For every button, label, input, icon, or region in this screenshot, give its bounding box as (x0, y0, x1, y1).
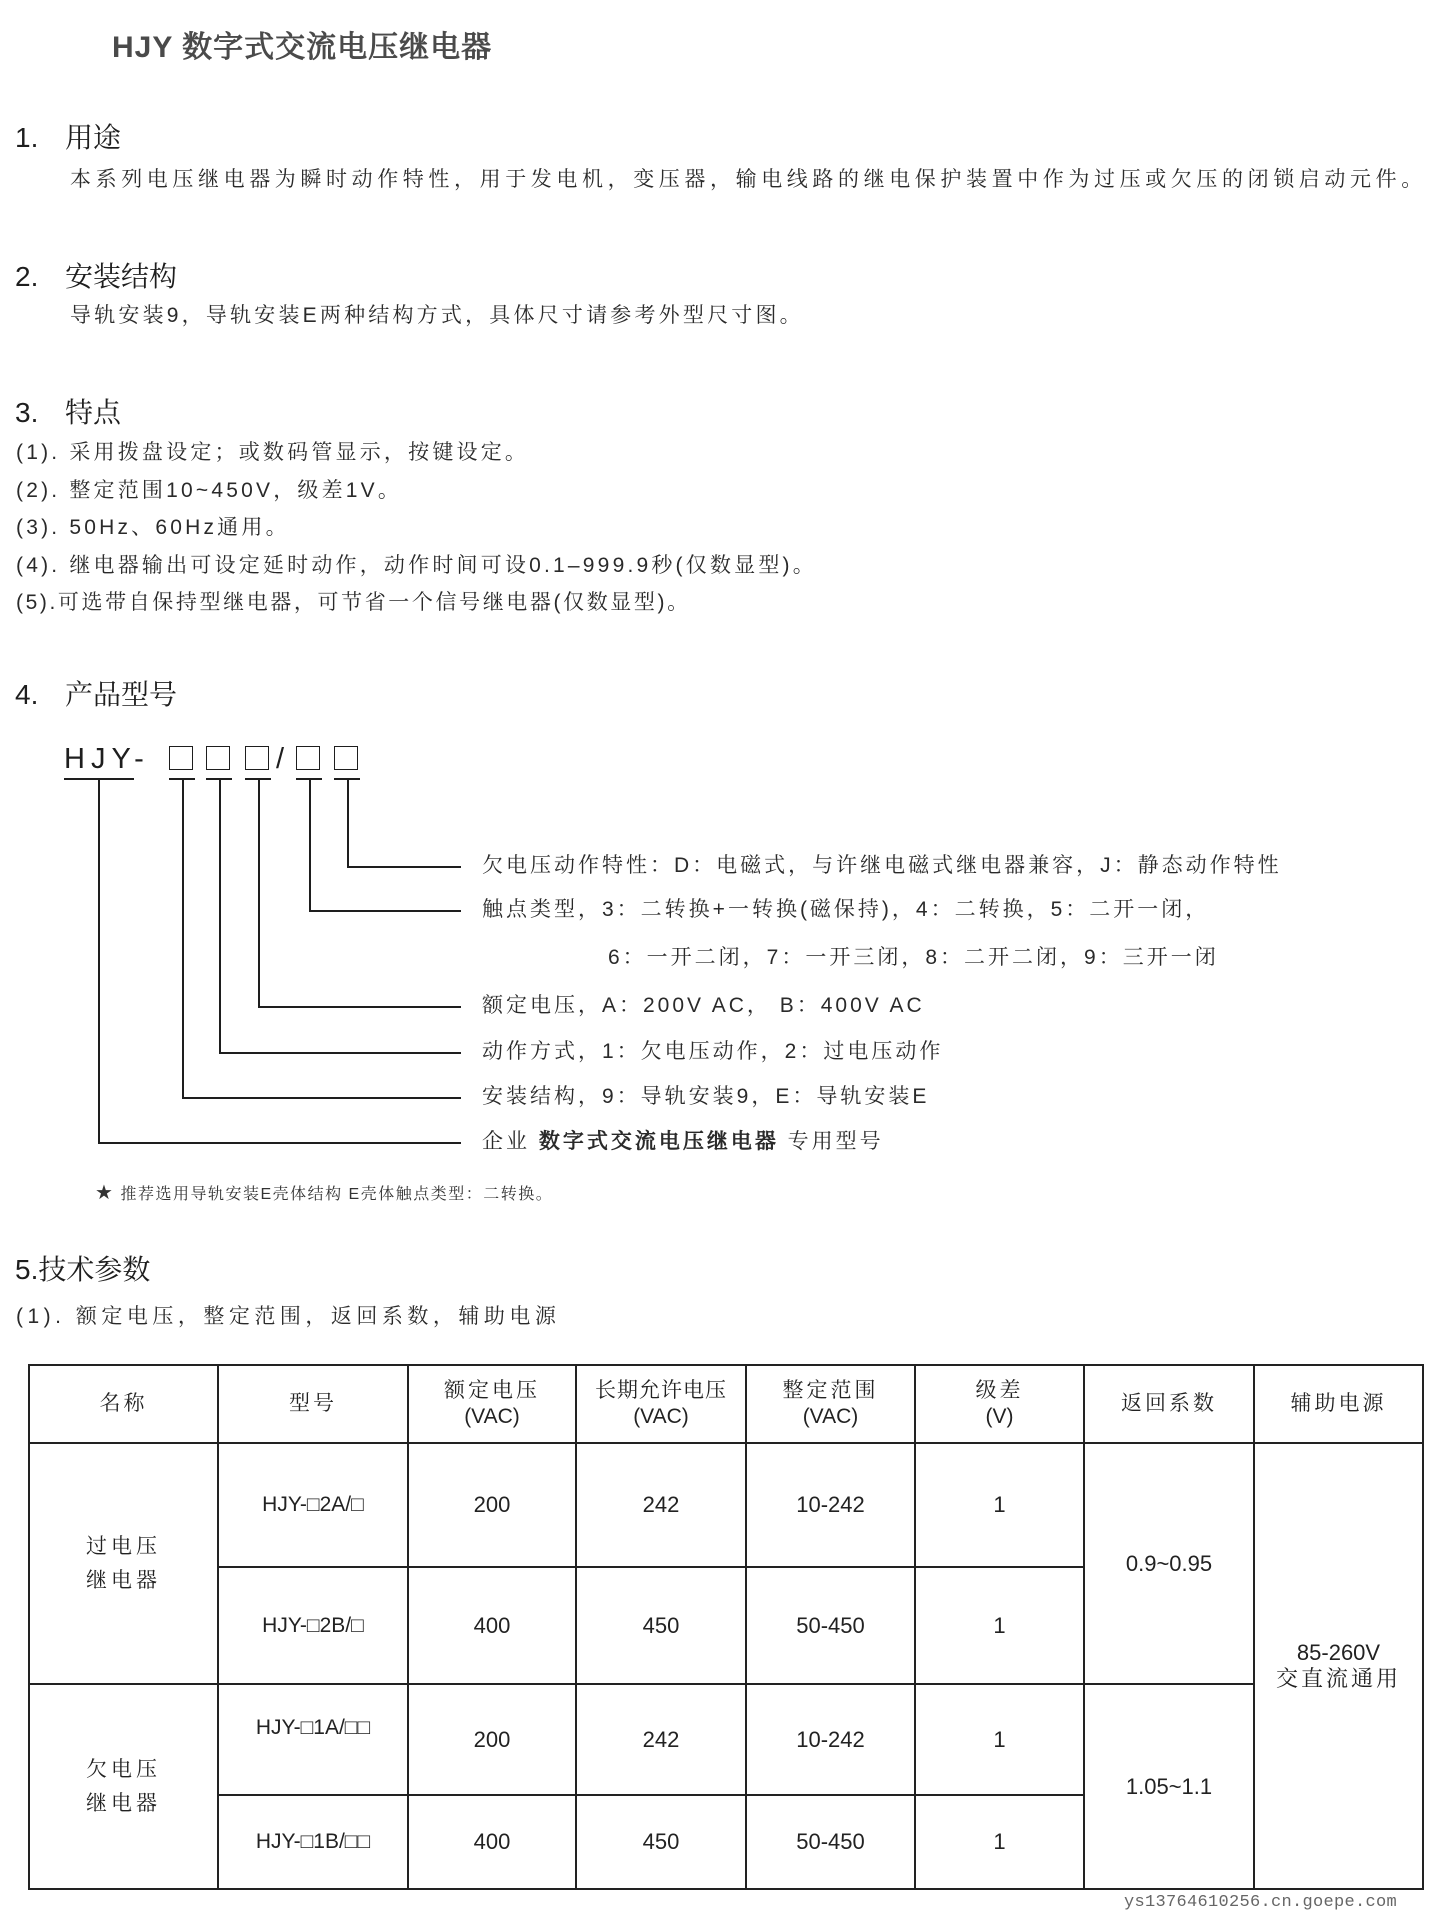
feature-item-1: (1). 采用拨盘设定；或数码管显示，按键设定。 (16, 441, 530, 464)
leader-line (258, 1006, 461, 1008)
cell-step: 1 (915, 1795, 1084, 1889)
cell-long-term: 242 (576, 1443, 746, 1567)
cell-name: 欠电压 继电器 (29, 1684, 218, 1889)
cell-step: 1 (915, 1443, 1084, 1567)
note-text: 推荐选用导轨安装E壳体结构 E壳体触点类型：二转换。 (120, 1186, 554, 1203)
section-number: 4. (15, 679, 39, 710)
code-box-mounting (169, 746, 193, 770)
cell-model: HJY-□1A/□□ (218, 1684, 408, 1795)
section-5-heading (15, 1253, 150, 1287)
cell-range: 50-450 (746, 1795, 915, 1889)
code-label-contact-type-cont: 6：一开二闭，7：一开三闭，8：二开二闭，9：三开一闭 (608, 946, 1219, 969)
header-name: 名称 (29, 1365, 218, 1443)
model-code-prefix: HJY- (64, 743, 150, 775)
section-1-heading (15, 121, 121, 155)
label-product-name: 数字式交流电压继电器 (538, 1130, 779, 1153)
cell-range: 50-450 (746, 1567, 915, 1684)
feature-item-3: (3). 50Hz、60Hz通用。 (16, 516, 290, 539)
section-number: 3. (15, 397, 39, 428)
code-label-enterprise (482, 1129, 884, 1155)
section-title: 技术参数 (38, 1254, 151, 1285)
connector-line (182, 779, 184, 1098)
label-prefix: 企业 (482, 1130, 539, 1153)
section-title: 特点 (65, 397, 122, 428)
section-4-heading (15, 678, 177, 712)
connector-line (309, 779, 311, 911)
code-label-contact-type: 触点类型，3：二转换+一转换(磁保持)，4：二转换，5：二开一闭， (482, 898, 1210, 921)
section-title: 安装结构 (65, 261, 178, 292)
leader-line (98, 1142, 461, 1144)
feature-item-5: (5).可选带自保持型继电器，可节省一个信号继电器(仅数显型)。 (16, 591, 691, 614)
code-box-voltage (245, 746, 269, 770)
cell-return-coef: 1.05~1.1 (1084, 1684, 1254, 1889)
label-suffix: 专用型号 (778, 1130, 884, 1153)
feature-item-4: (4). 继电器输出可设定延时动作，动作时间可设0.1–999.9秒(仅数显型)。 (16, 554, 817, 577)
connector-line (219, 779, 221, 1053)
cell-model: HJY-□2B/□ (218, 1567, 408, 1684)
leader-line (309, 910, 461, 912)
table-header-row (29, 1365, 1423, 1443)
leader-line (347, 866, 461, 868)
star-icon: ★ (95, 1182, 115, 1204)
connector-line (258, 779, 260, 1007)
cell-long-term: 242 (576, 1684, 746, 1795)
leader-line (182, 1097, 461, 1099)
code-label-rated-voltage: 额定电压，A：200V AC， B：400V AC (482, 994, 925, 1017)
cell-rated: 200 (408, 1684, 576, 1795)
code-label-action-mode: 动作方式，1：欠电压动作，2：过电压动作 (482, 1040, 944, 1063)
cell-step: 1 (915, 1684, 1084, 1795)
watermark: ys13764610256.cn.goepe.com (1124, 1893, 1398, 1912)
cell-rated: 400 (408, 1567, 576, 1684)
section-3-heading (15, 396, 121, 430)
header-return-coef: 返回系数 (1084, 1365, 1254, 1443)
spec-table (28, 1364, 1424, 1890)
code-box-contact (296, 746, 320, 770)
cell-step: 1 (915, 1567, 1084, 1684)
section-number: 1. (15, 122, 39, 153)
code-box-action (206, 746, 230, 770)
header-setting-range: 整定范围 (VAC) (746, 1365, 915, 1443)
section-2-heading (15, 260, 177, 294)
header-step: 级差 (V) (915, 1365, 1084, 1443)
section-1-body: 本系列电压继电器为瞬时动作特性，用于发电机，变压器，输电线路的继电保护装置中作为过压或欠压的闭锁启动元件。 (70, 168, 1427, 191)
cell-long-term: 450 (576, 1567, 746, 1684)
cell-range: 10-242 (746, 1684, 915, 1795)
connector-line (347, 779, 349, 867)
cell-name: 过电压 继电器 (29, 1443, 218, 1684)
section-5-sub: (1). 额定电压，整定范围，返回系数，辅助电源 (16, 1305, 561, 1328)
section-title: 产品型号 (65, 679, 178, 710)
page-title: HJY 数字式交流电压继电器 (112, 31, 493, 64)
leader-line (219, 1052, 461, 1054)
cell-model: HJY-□1B/□□ (218, 1795, 408, 1889)
code-box-characteristic (334, 746, 358, 770)
code-label-characteristic: 欠电压动作特性：D：电磁式，与许继电磁式继电器兼容，J：静态动作特性 (482, 854, 1282, 877)
feature-item-2: (2). 整定范围10~450V，级差1V。 (16, 479, 403, 502)
header-long-term-voltage: 长期允许电压 (VAC) (576, 1365, 746, 1443)
cell-range: 10-242 (746, 1443, 915, 1567)
cell-long-term: 450 (576, 1795, 746, 1889)
section-number: 2. (15, 261, 39, 292)
header-model: 型号 (218, 1365, 408, 1443)
section-title: 用途 (65, 122, 122, 153)
section-number: 5. (15, 1254, 39, 1285)
code-label-mounting: 安装结构，9：导轨安装9，E：导轨安装E (482, 1085, 930, 1108)
connector-line (98, 779, 100, 1143)
cell-rated: 200 (408, 1443, 576, 1567)
table-row (29, 1684, 1423, 1795)
cell-return-coef: 0.9~0.95 (1084, 1443, 1254, 1684)
cell-aux-power: 85-260V 交直流通用 (1254, 1443, 1423, 1889)
header-aux-power: 辅助电源 (1254, 1365, 1423, 1443)
header-rated-voltage: 额定电压 (VAC) (408, 1365, 576, 1443)
code-slash: / (276, 743, 285, 775)
recommendation-note (95, 1181, 553, 1207)
table-row (29, 1443, 1423, 1567)
cell-model: HJY-□2A/□ (218, 1443, 408, 1567)
cell-rated: 400 (408, 1795, 576, 1889)
section-2-body: 导轨安装9，导轨安装E两种结构方式，具体尺寸请参考外型尺寸图。 (70, 304, 804, 327)
